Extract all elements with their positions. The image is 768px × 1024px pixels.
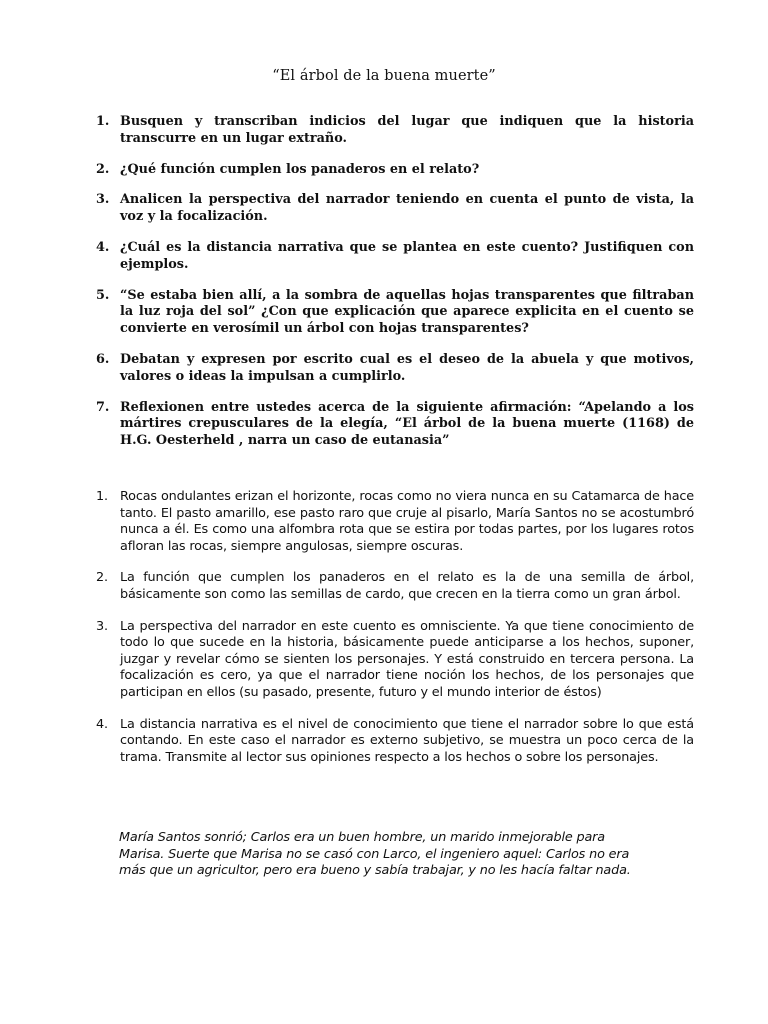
questions-list (96, 114, 694, 464)
answer-item (96, 619, 694, 702)
answer-number: 3. (96, 618, 108, 634)
quote-line: María Santos sonrió; Carlos era un buen hombre, un marido inmejorable para (119, 830, 605, 845)
question-item (96, 400, 694, 450)
answer-text: La perspectiva del narrador en este cuento es omnisciente. Ya que tiene conocimiento de todo lo que sucede en la historia, básicamente puede anticiparse a los hechos, suponer, juzgar y revelar cómo se sienten los personajes. Y está construido en tercera persona. La focalización es cero, ya que el narrador tiene noción los hechos, de los personajes que participan en ellos (su pasado, presente, futuro y el mundo interior de éstos) (120, 618, 694, 700)
answer-item (96, 570, 694, 603)
quote-line: más que un agricultor, pero era bueno y sabía trabajar, y no les hacía faltar nada. (119, 863, 631, 879)
answer-text: Rocas ondulantes erizan el horizonte, rocas como no viera nunca en su Catamarca de hace tanto. El pasto amarillo, ese pasto raro que cruje al pisarlo, María Santos no se acostumbró nunca a él. Es como una alfombra rota que se estira por todas partes, por los lugares rotos afloran las rocas, siempre angulosas, siempre oscuras. (120, 489, 694, 554)
question-number: 1. (96, 114, 110, 129)
question-text: Reflexionen entre ustedes acerca de la siguiente afirmación: “Apelando a los mártires crepusculares de la elegía, “El árbol de la buena muerte (1168) de H.G. Oesterheld , narra un caso de eutanasia” (120, 399, 694, 449)
question-number: 4. (96, 239, 110, 255)
answer-number: 4. (96, 716, 108, 732)
question-item (96, 352, 694, 386)
question-text: ¿Qué función cumplen los panaderos en el relato? (120, 161, 480, 177)
answers-list (96, 489, 694, 781)
question-number: 2. (96, 161, 110, 177)
answer-text: La función que cumplen los panaderos en el relato es la de una semilla de árbol, básicamente son como las semillas de cardo, que crecen en la tierra como un gran árbol. (120, 570, 694, 602)
answer-number: 1. (96, 489, 108, 504)
document-title: “El árbol de la buena muerte” (272, 68, 496, 84)
story-quote (119, 830, 694, 880)
question-text: Analicen la perspectiva del narrador teniendo en cuenta el punto de vista, la voz y la focalización. (120, 192, 694, 225)
question-number: 3. (96, 192, 110, 208)
question-text: ¿Cuál es la distancia narrativa que se plantea en este cuento? Justifiquen con ejemplos. (120, 239, 694, 272)
question-item (96, 240, 694, 274)
answer-item (96, 489, 694, 555)
question-item (96, 192, 694, 226)
question-text: Debatan y expresen por escrito cual es el deseo de la abuela y que motivos, valores o ideas la impulsan a cumplirlo. (120, 351, 694, 384)
quote-line: Marisa. Suerte que Marisa no se casó con Larco, el ingeniero aquel: Carlos no era (119, 846, 630, 862)
answer-number: 2. (96, 570, 108, 586)
question-number: 6. (96, 351, 110, 367)
answer-item (96, 717, 694, 767)
question-number: 7. (96, 399, 110, 415)
question-item (96, 162, 694, 179)
question-item (96, 288, 694, 338)
question-item (96, 114, 694, 148)
answer-text: La distancia narrativa es el nivel de conocimiento que tiene el narrador sobre lo que está contando. En este caso el narrador es externo subjetivo, se muestra un poco cerca de la trama. Transmite al lector sus opiniones respecto a los hechos o sobre los personajes. (120, 716, 694, 765)
question-text: “Se estaba bien allí, a la sombra de aquellas hojas transparentes que filtraban la luz roja del sol” ¿Con que explicación que aparece explicita en el cuento se convierte en verosímil un árbol con hojas transparentes? (120, 287, 694, 337)
question-number: 5. (96, 287, 110, 303)
question-text: Busquen y transcriban indicios del lugar que indiquen que la historia transcurre en un lugar extraño. (120, 114, 694, 146)
